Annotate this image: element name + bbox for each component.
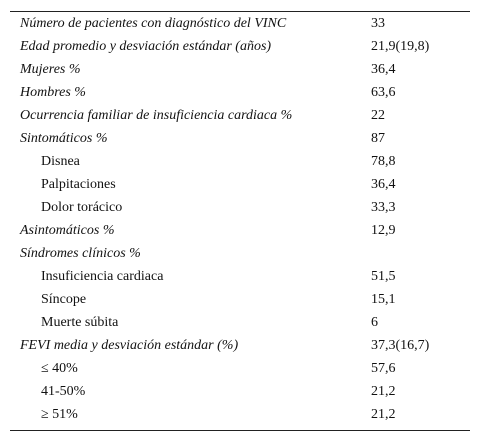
row-label: Síncope <box>41 292 87 307</box>
row-value: 12,9 <box>371 223 396 238</box>
row-label: Sintomáticos % <box>20 131 108 146</box>
table-row <box>10 174 470 196</box>
row-label: Síndromes clínicos % <box>20 246 141 261</box>
row-label: Número de pacientes con diagnóstico del VINC <box>20 16 287 31</box>
row-label: Mujeres % <box>20 62 81 77</box>
row-value: 6 <box>371 315 378 330</box>
row-label: Insuficiencia cardiaca <box>41 269 164 284</box>
row-value: 22 <box>371 108 385 123</box>
table-row <box>10 151 470 173</box>
table-row <box>10 289 470 311</box>
table-row <box>10 243 470 265</box>
table-row <box>10 404 470 426</box>
row-value: 63,6 <box>371 85 396 100</box>
table-row <box>10 312 470 334</box>
row-label: Asintomáticos % <box>20 223 115 238</box>
row-label: ≥ 51% <box>41 407 78 422</box>
row-value: 33 <box>371 16 385 31</box>
table-row <box>10 335 470 357</box>
row-value: 36,4 <box>371 62 396 77</box>
row-label: Dolor torácico <box>41 200 123 215</box>
row-label: Edad promedio y desviación estándar (años) <box>20 39 272 54</box>
row-value: 78,8 <box>371 154 396 169</box>
row-value: 21,9(19,8) <box>371 39 430 54</box>
table-row <box>10 197 470 219</box>
row-value: 33,3 <box>371 200 396 215</box>
table-row <box>10 358 470 380</box>
table-row <box>10 105 470 127</box>
row-label: Muerte súbita <box>41 315 119 330</box>
table-row <box>10 36 470 58</box>
row-label: FEVI media y desviación estándar (%) <box>20 338 239 353</box>
row-value: 21,2 <box>371 384 396 399</box>
table-row <box>10 266 470 288</box>
table-row <box>10 220 470 242</box>
row-value: 15,1 <box>371 292 396 307</box>
table-row <box>10 128 470 150</box>
row-value: 51,5 <box>371 269 396 284</box>
data-table <box>10 11 470 431</box>
row-label: Hombres % <box>20 85 86 100</box>
table-row <box>10 59 470 81</box>
row-value: 37,3(16,7) <box>371 338 430 353</box>
table-row <box>10 381 470 403</box>
table-row <box>10 13 470 35</box>
row-label: Ocurrencia familiar de insuficiencia cardiaca % <box>20 108 293 123</box>
row-value: 87 <box>371 131 385 146</box>
row-value: 57,6 <box>371 361 396 376</box>
row-label: 41-50% <box>41 384 86 399</box>
row-value: 21,2 <box>371 407 396 422</box>
row-label: Palpitaciones <box>41 177 116 192</box>
row-value: 36,4 <box>371 177 396 192</box>
row-label: ≤ 40% <box>41 361 78 376</box>
row-label: Disnea <box>41 154 80 169</box>
table-row <box>10 82 470 104</box>
